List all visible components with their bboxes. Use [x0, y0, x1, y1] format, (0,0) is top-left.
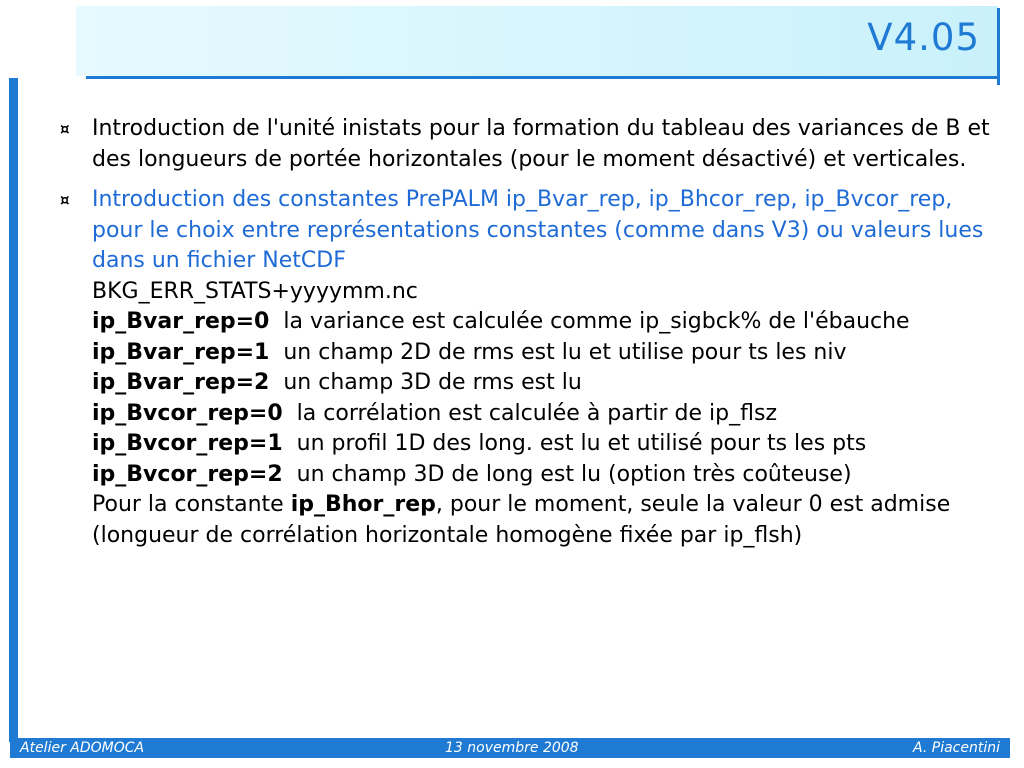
intro-constants-text: Introduction des constantes PrePALM ip_Bvar_rep, ip_Bhcor_rep, ip_Bvcor_rep, pour le choix entre représentations constantes (comme dans V3) ou valeurs lues dans un fichier NetCDF: [92, 187, 984, 273]
footer-author: A. Piacentini: [913, 740, 1000, 756]
option-desc: un champ 2D de rms est lu et utilise pour ts les niv: [283, 339, 847, 365]
option-desc: la corrélation est calculée à partir de ip_flsz: [296, 400, 777, 426]
bullet-text-2: [92, 185, 1005, 551]
netcdf-filename: BKG_ERR_STATS+yyyymm.nc: [92, 278, 418, 304]
bullet-item-2: [60, 185, 1005, 551]
slide-title-version: V4.05: [867, 16, 980, 59]
closing-text-pre: Pour la constante: [92, 492, 291, 517]
footer-event: Atelier ADOMOCA: [20, 740, 145, 756]
option-desc: la variance est calculée comme ip_sigbck% de l'ébauche: [283, 309, 910, 334]
option-key: ip_Bvcor_rep=2: [92, 461, 283, 487]
closing-text-post: , pour le moment, seule la valeur 0 est admise (longueur de corrélation horizontale homogène fixée par ip_flsh): [92, 492, 951, 548]
option-desc: un champ 3D de rms est lu: [283, 370, 582, 395]
option-desc: un champ 3D de long est lu (option très coûteuse): [296, 461, 852, 487]
option-key: ip_Bvar_rep=0: [92, 309, 270, 334]
bullet-text-1: Introduction de l'unité inistats pour la formation du tableau des variances de B et des longueurs de portée horizontales (pour le moment désactivé) et verticales.: [92, 116, 990, 172]
option-key: ip_Bvar_rep=1: [92, 339, 270, 365]
closing-key: ip_Bhor_rep: [290, 492, 436, 517]
option-key: ip_Bvcor_rep=0: [92, 400, 283, 426]
option-desc: un profil 1D des long. est lu et utilisé pour ts les pts: [296, 431, 867, 456]
option-key: ip_Bvcor_rep=1: [92, 431, 283, 456]
header-vertical-rule: [997, 8, 1000, 85]
left-accent-bar: [9, 78, 18, 742]
bullet-icon: ¤: [60, 191, 70, 209]
bullet-icon: ¤: [60, 120, 70, 138]
footer-date: 13 novembre 2008: [445, 740, 579, 756]
header-band: [76, 6, 998, 76]
header-underline: [86, 76, 998, 79]
footer-bar: [10, 738, 1010, 758]
option-key: ip_Bvar_rep=2: [92, 370, 270, 395]
bullet-item-1: [60, 114, 1005, 175]
slide-content: [60, 114, 1005, 561]
